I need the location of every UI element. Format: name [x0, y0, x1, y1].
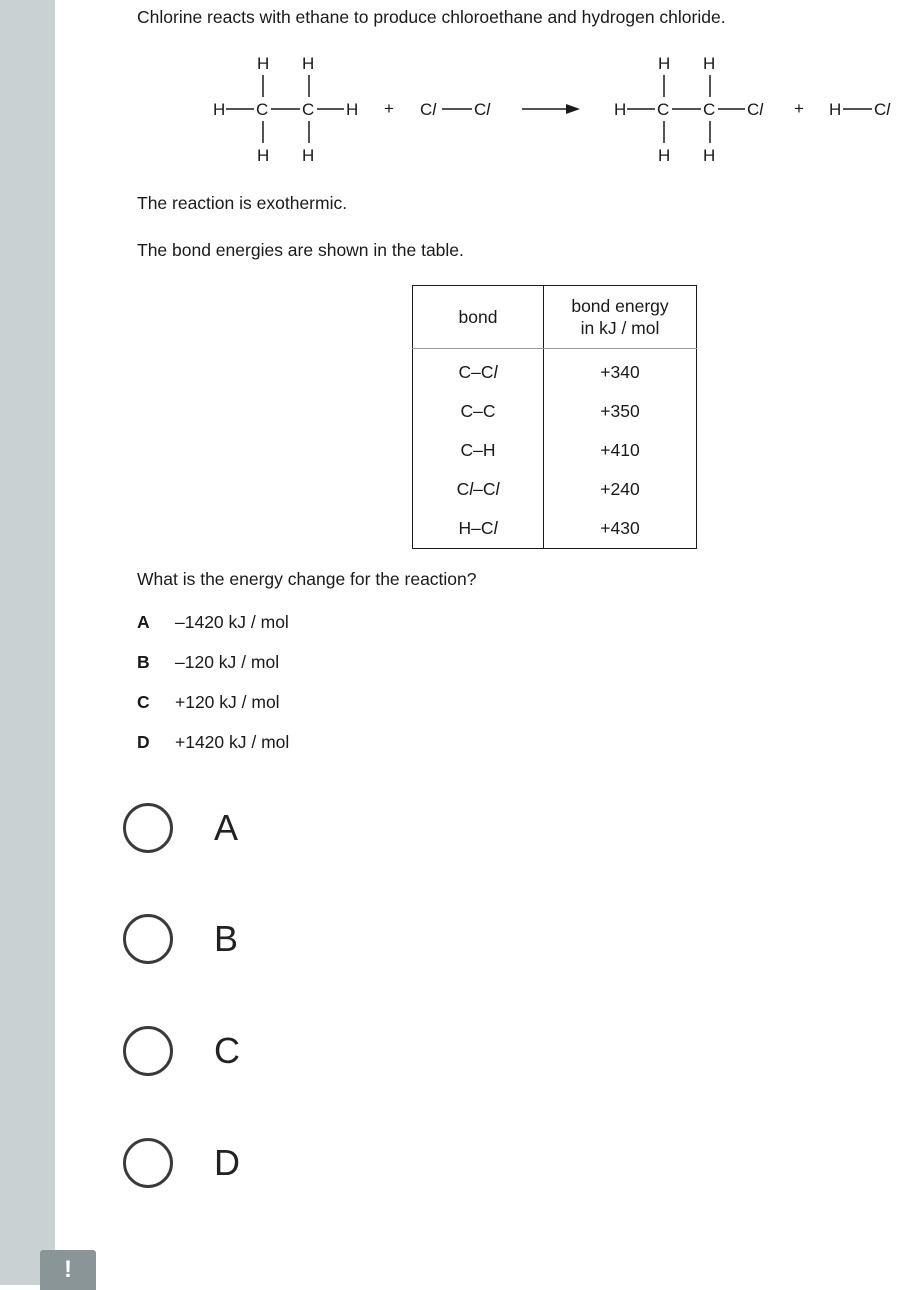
answer-choice-c[interactable]	[123, 1026, 423, 1086]
reaction-equation	[0, 45, 899, 175]
table-row	[413, 392, 697, 431]
header-energy: bond energy in kJ / mol	[544, 286, 697, 349]
chloroethane-structure	[614, 54, 764, 165]
radio-button[interactable]	[123, 1026, 173, 1076]
question-intro: Chlorine reacts with ethane to produce chloroethane and hydrogen chloride.	[137, 7, 726, 27]
eq-atom: C	[256, 100, 269, 119]
table-intro: The bond energies are shown in the table.	[137, 240, 464, 260]
option-b: B –120 kJ / mol	[137, 652, 280, 672]
reaction-arrow	[522, 104, 580, 114]
table-row	[413, 431, 697, 470]
energy-cell: +410	[600, 440, 640, 460]
eq-atom: H	[257, 146, 270, 165]
ethane-structure	[213, 54, 358, 165]
eq-atom: H	[658, 146, 671, 165]
eq-atom: Cl	[747, 100, 764, 119]
answer-label: A	[214, 807, 239, 848]
eq-atom: H	[302, 54, 315, 73]
answer-label: C	[214, 1030, 240, 1071]
left-rail	[0, 0, 55, 1285]
eq-atom: H	[257, 54, 270, 73]
eq-atom: Cl	[474, 100, 491, 119]
eq-atom: H	[658, 54, 671, 73]
answer-label: B	[214, 918, 239, 959]
eq-atom: Cl	[420, 100, 437, 119]
eq-atom: Cl	[874, 100, 891, 119]
eq-plus: +	[794, 99, 804, 118]
bond-cell: C–H	[413, 431, 544, 470]
eq-atom: H	[829, 100, 842, 119]
answer-choice-a[interactable]	[123, 803, 423, 863]
eq-atom: C	[703, 100, 716, 119]
option-d: D +1420 kJ / mol	[137, 732, 290, 752]
bond-cell: C–C	[413, 392, 544, 431]
eq-atom: H	[213, 100, 226, 119]
table-row	[413, 509, 697, 549]
bond-cell: H–Cl	[413, 509, 544, 549]
bond-cell: C–Cl	[413, 349, 544, 393]
eq-atom: H	[302, 146, 315, 165]
eq-atom: C	[657, 100, 670, 119]
radio-button[interactable]	[123, 1138, 173, 1188]
feedback-tab[interactable]: !	[40, 1250, 96, 1290]
eq-plus: +	[384, 99, 394, 118]
radio-button[interactable]	[123, 914, 173, 964]
answer-choice-d[interactable]	[123, 1138, 423, 1198]
energy-cell: +340	[600, 362, 640, 382]
eq-atom: C	[302, 100, 315, 119]
energy-cell: +240	[600, 479, 640, 499]
question-prompt: What is the energy change for the reaction?	[137, 569, 477, 589]
exothermic-statement: The reaction is exothermic.	[137, 193, 348, 213]
radio-button[interactable]	[123, 803, 173, 853]
eq-atom: H	[703, 146, 716, 165]
energy-cell: +350	[600, 401, 640, 421]
option-a: A –1420 kJ / mol	[137, 612, 289, 632]
energy-cell: +430	[600, 518, 640, 538]
option-c: C +120 kJ / mol	[137, 692, 280, 712]
answer-label: D	[214, 1142, 240, 1183]
bond-cell: Cl–Cl	[413, 470, 544, 509]
bond-energy-table	[412, 285, 697, 549]
answer-choice-b[interactable]	[123, 914, 423, 974]
eq-atom: H	[346, 100, 359, 119]
header-bond: bond	[413, 286, 544, 349]
eq-atom: H	[614, 100, 627, 119]
table-row	[413, 470, 697, 509]
table-row	[413, 349, 697, 393]
eq-atom: H	[703, 54, 716, 73]
